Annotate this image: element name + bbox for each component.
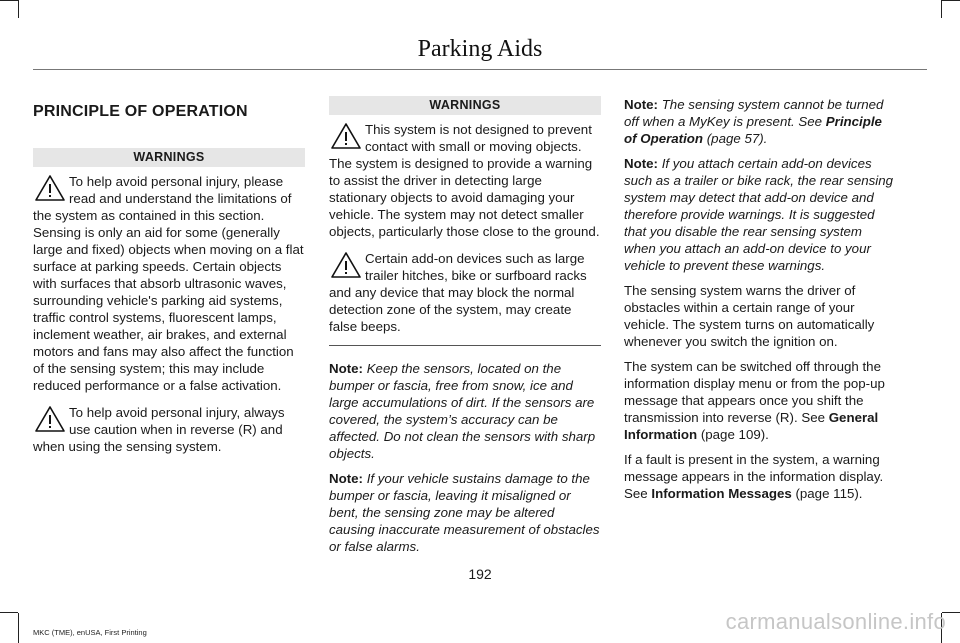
- cross-reference-link[interactable]: Information Messages: [651, 486, 792, 501]
- note-text: The sensing system cannot be turned off when a MyKey is present. See: [624, 97, 884, 129]
- note-text: If your vehicle sustains damage to the bumper or fascia, leaving it misaligned or bent, the sensing zone may be altered causing inaccurate measurement of obstacles or false alarms.: [329, 471, 600, 554]
- warning-triangle-icon: [329, 121, 363, 151]
- note-paragraph: [624, 155, 897, 274]
- warning-block: [33, 173, 305, 394]
- warning-triangle-icon: [33, 173, 67, 203]
- column-middle: [329, 96, 601, 563]
- watermark: carmanualsonline.info: [725, 609, 946, 634]
- warning-text: Certain add-on devices such as large trailer hitches, bike or surfboard racks and any device that may block the normal detection zone of the system, may create false beeps.: [329, 251, 587, 334]
- body-text: If a fault is present in the system, a warning message appears in the information display. See: [624, 452, 884, 501]
- warnings-banner: WARNINGS: [329, 96, 601, 115]
- warning-triangle-icon: [329, 250, 363, 280]
- column-left: [33, 96, 305, 465]
- page-title: Parking Aids: [417, 36, 543, 62]
- header-divider: [33, 69, 927, 70]
- print-info: MKC (TME), enUSA, First Printing: [33, 628, 147, 637]
- page-number: 192: [468, 566, 492, 582]
- note-text: If you attach certain add-on devices such as a trailer or bike rack, the rear sensing system may detect that add-on device and therefore provide warnings. It is suggested that you disable the rear sensing system when you attach an add-on device to your vehicle to prevent these warnings.: [624, 156, 894, 273]
- warning-triangle-icon: [33, 404, 67, 434]
- body-paragraph: [624, 451, 897, 502]
- crop-mark: [941, 0, 942, 18]
- note-label: Note:: [329, 471, 363, 486]
- crop-mark: [0, 0, 18, 1]
- column-right: [624, 96, 897, 510]
- note-paragraph: [329, 360, 601, 462]
- page-reference: (page 109).: [700, 427, 769, 442]
- note-paragraph: [329, 470, 601, 555]
- warnings-end-divider: [329, 345, 601, 346]
- cross-reference-link[interactable]: General Information: [624, 410, 879, 442]
- body-paragraph: [624, 358, 897, 443]
- crop-mark: [18, 0, 19, 18]
- note-text: Keep the sensors, located on the bumper or fascia, free from snow, ice and large accumulations of dirt. If the sensors are covered, the system’s accuracy can be affected. Do not clean the sensors with sharp objects.: [329, 361, 596, 461]
- section-heading: PRINCIPLE OF OPERATION: [33, 103, 248, 120]
- warning-text: This system is not designed to prevent contact with small or moving objects. The system is designed to provide a warning to assist the driver in detecting large stationary objects to avoid damaging your vehicle. The system may not detect smaller objects, particularly those close to the ground.: [329, 122, 600, 239]
- note-label: Note:: [329, 361, 363, 376]
- crop-mark: [0, 612, 18, 613]
- body-text: The system can be switched off through the information display menu or from the pop-up message that appears once you shift the transmission into reverse (R). See: [624, 359, 885, 425]
- page-reference: (page 57).: [706, 131, 768, 146]
- warning-block: [329, 250, 601, 335]
- note-paragraph: [624, 96, 897, 147]
- warning-block: [329, 121, 601, 240]
- crop-mark: [18, 613, 19, 643]
- warning-block: [33, 404, 305, 455]
- note-label: Note:: [624, 156, 658, 171]
- note-label: Note:: [624, 97, 658, 112]
- page-reference: (page 115).: [795, 486, 863, 501]
- warnings-banner: WARNINGS: [33, 148, 305, 167]
- cross-reference-link[interactable]: Principle of Operation: [624, 114, 882, 146]
- warning-text: To help avoid personal injury, please read and understand the limitations of the system as contained in this section. Sensing is only an aid for some (generally large and fixed) objects when moving on a flat surface at parking speeds. Certain objects with surfaces that absorb ultrasonic waves, surrounding vehicle's parking aid systems, traffic control systems, fluorescent lamps, inclement weather, air brakes, and external motors and fans may also affect the function of the sensing system; this may include reduced performance or a false activation.: [33, 174, 304, 393]
- crop-mark: [942, 0, 960, 1]
- body-paragraph: The sensing system warns the driver of obstacles within a certain range of your vehicle. The system turns on automatically whenever you switch the ignition on.: [624, 283, 875, 349]
- warning-text: To help avoid personal injury, always use caution when in reverse (R) and when using the sensing system.: [33, 405, 285, 454]
